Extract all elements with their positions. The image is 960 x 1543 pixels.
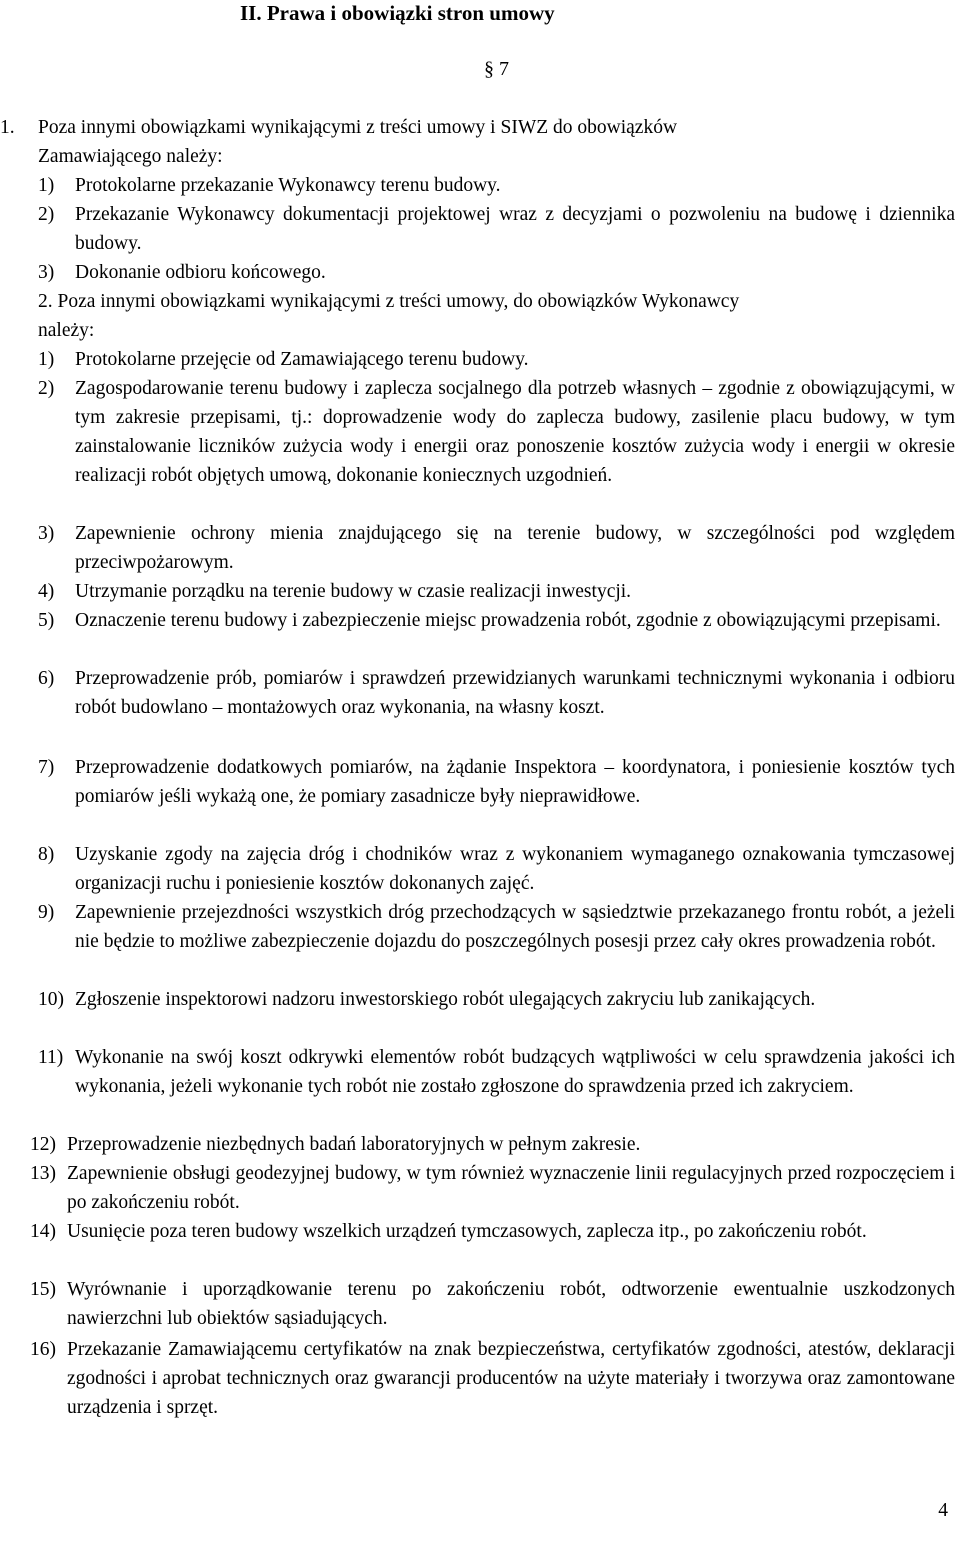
section-1-intro-line-2: Zamawiającego należy: <box>38 146 223 167</box>
list-item-number: 11) <box>38 1047 64 1068</box>
section-1-intro <box>0 113 955 142</box>
list-item-text: Oznaczenie terenu budowy i zabezpieczenie miejsc prowadzenia robót, zgodnie z obowiązującymi przepisami. <box>75 610 941 631</box>
list-item <box>38 171 955 200</box>
list-item <box>38 1043 955 1101</box>
section-2-number: 2. <box>38 291 53 312</box>
list-item <box>38 898 955 956</box>
section-2-intro-line-2: należy: <box>38 320 95 341</box>
list-item-text: Wykonanie na swój koszt odkrywki elementów robót budzących wątpliwości w celu sprawdzenia jakości ich wykonania, jeżeli wykonanie tych robót nie zostało zgłoszone do sprawdzenia przed ich zakryciem. <box>75 1047 955 1097</box>
list-item-number: 1) <box>38 349 55 370</box>
list-item-number: 12) <box>30 1134 56 1155</box>
list-item <box>30 1159 955 1217</box>
list-item <box>38 606 955 635</box>
list-item-text: Protokolarne przejęcie od Zamawiającego terenu budowy. <box>75 349 529 370</box>
list-item-number: 8) <box>38 844 55 865</box>
list-item <box>38 840 955 898</box>
section-2-intro-line-1: Poza innymi obowiązkami wynikającymi z treści umowy, do obowiązków Wykonawcy <box>57 291 740 312</box>
list-item <box>30 1275 955 1333</box>
list-item <box>38 985 955 1014</box>
list-item-text: Uzyskanie zgody na zajęcia dróg i chodników wraz z wykonaniem wymaganego oznakowania tymczasowej organizacji ruchu i poniesienie kosztów dokonanych zajęć. <box>75 844 955 894</box>
section-1-number: 1. <box>0 117 15 138</box>
list-item <box>38 374 955 490</box>
list-item <box>38 345 955 374</box>
list-item-text: Przeprowadzenie prób, pomiarów i sprawdzeń przewidzianych warunkami technicznymi wykonania i odbioru robót budowlano – montażowych oraz wykonania, na własny koszt. <box>75 668 955 718</box>
list-item-text: Usunięcie poza teren budowy wszelkich urządzeń tymczasowych, zaplecza itp., po zakończeniu robót. <box>67 1221 867 1242</box>
chapter-heading: II. Prawa i obowiązki stron umowy <box>240 1 555 25</box>
list-item-text: Przeprowadzenie dodatkowych pomiarów, na żądanie Inspektora – koordynatora, i poniesienie kosztów tych pomiarów jeśli wykażą one, że pomiary zasadnicze były nieprawidłowe. <box>75 757 955 807</box>
list-item-text: Zapewnienie ochrony mienia znajdującego się na terenie budowy, w szczególności pod względem przeciwpożarowym. <box>75 523 955 573</box>
list-item-number: 16) <box>30 1339 56 1360</box>
list-item-text: Zgłoszenie inspektorowi nadzoru inwestorskiego robót ulegających zakryciu lub zanikających. <box>75 989 816 1010</box>
list-item-number: 1) <box>38 175 55 196</box>
page-number: 4 <box>938 1500 948 1521</box>
list-item-number: 3) <box>38 262 55 283</box>
list-item-number: 5) <box>38 610 55 631</box>
list-item-text: Przekazanie Zamawiającemu certyfikatów na znak bezpieczeństwa, certyfikatów zgodności, atestów, deklaracji zgodności i aprobat technicznych oraz gwarancji producentów na użyte materiały i tworzywa oraz zamontowane urządzenia i sprzęt. <box>67 1339 955 1418</box>
list-item <box>38 753 955 811</box>
section-1-intro-line-1: Poza innymi obowiązkami wynikającymi z treści umowy i SIWZ do obowiązków <box>38 117 678 138</box>
list-item-number: 7) <box>38 757 55 778</box>
list-item-text: Przeprowadzenie niezbędnych badań laboratoryjnych w pełnym zakresie. <box>67 1134 641 1155</box>
list-item-number: 2) <box>38 378 55 399</box>
list-item-number: 2) <box>38 204 55 225</box>
list-item-text: Protokolarne przekazanie Wykonawcy terenu budowy. <box>75 175 501 196</box>
list-item <box>38 258 955 287</box>
list-item-number: 10) <box>38 989 64 1010</box>
list-item-number: 15) <box>30 1279 56 1300</box>
list-item-text: Zapewnienie przejezdności wszystkich dróg przechodzących w sąsiedztwie przekazanego frontu robót, a jeżeli nie będzie to możliwe zabezpieczenie dojazdu do poszczególnych posesji przez cały okres prowadzenia robót. <box>75 902 955 952</box>
list-item-number: 3) <box>38 523 55 544</box>
section-mark: § 7 <box>484 58 509 80</box>
section-2-intro <box>38 287 955 316</box>
list-item <box>30 1130 955 1159</box>
list-item <box>38 519 955 577</box>
list-item-number: 4) <box>38 581 55 602</box>
list-item <box>30 1217 955 1246</box>
list-item <box>38 577 955 606</box>
list-item-text: Utrzymanie porządku na terenie budowy w czasie realizacji inwestycji. <box>75 581 632 602</box>
list-item-number: 6) <box>38 668 55 689</box>
list-item <box>38 200 955 258</box>
list-item <box>38 664 955 722</box>
list-item-number: 13) <box>30 1163 56 1184</box>
list-item <box>30 1335 955 1422</box>
list-item-text: Zagospodarowanie terenu budowy i zaplecza socjalnego dla potrzeb własnych – zgodnie z obowiązującymi, w tym zakresie przepisami, tj.: doprowadzenie wody do zaplecza budowy, zasilenie placu budowy, w tym zainstalowanie liczników zużycia wody i energii oraz ponoszenie kosztów zużycia wody i energii w okresie realizacji robót objętych umową, dokonanie koniecznych uzgodnień. <box>75 378 955 486</box>
list-item-text: Dokonanie odbioru końcowego. <box>75 262 326 283</box>
list-item-number: 14) <box>30 1221 56 1242</box>
list-item-text: Zapewnienie obsługi geodezyjnej budowy, w tym również wyznaczenie linii regulacyjnych przed rozpoczęciem i po zakończeniu robót. <box>67 1163 955 1213</box>
list-item-text: Wyrównanie i uporządkowanie terenu po zakończeniu robót, odtworzenie ewentualnie uszkodzonych nawierzchni lub obiektów sąsiadujących. <box>67 1279 955 1329</box>
list-item-number: 9) <box>38 902 55 923</box>
list-item-text: Przekazanie Wykonawcy dokumentacji projektowej wraz z decyzjami o pozwoleniu na budowę i dziennika budowy. <box>75 204 955 254</box>
